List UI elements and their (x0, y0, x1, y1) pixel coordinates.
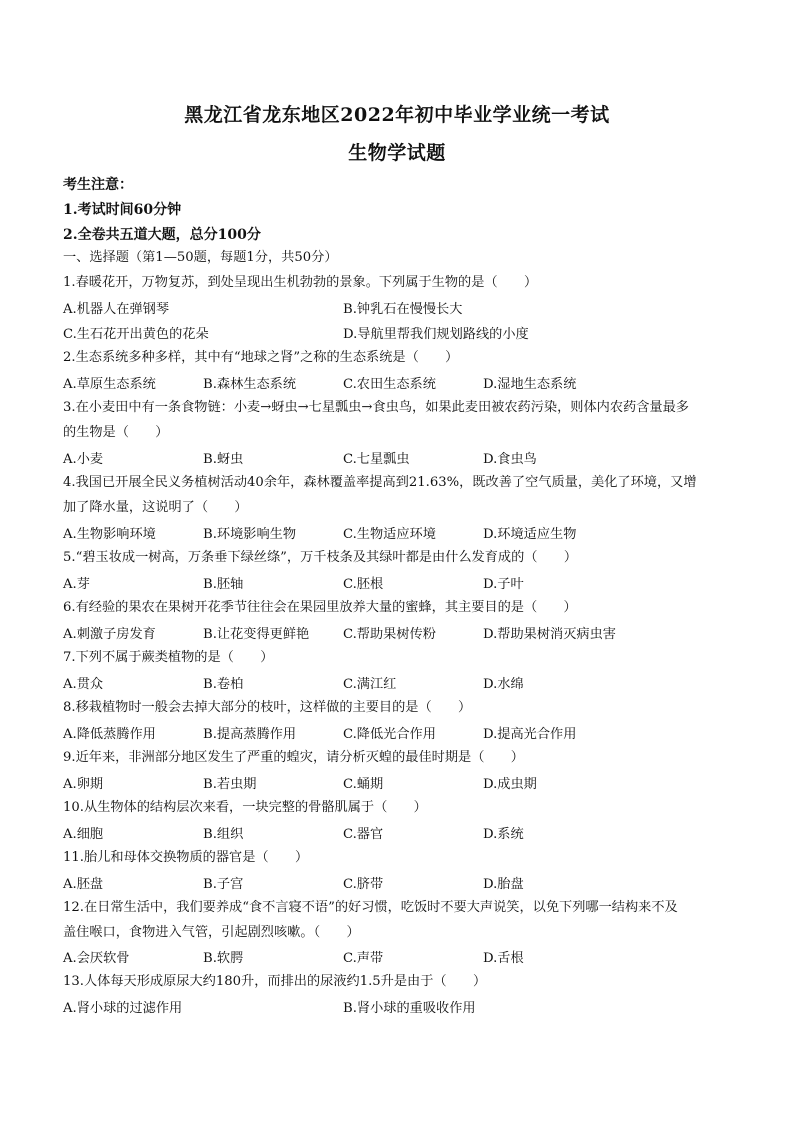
question-stem: 6.有经验的果农在果树开花季节往往会在果园里放养大量的蜜蜂，其主要目的是（ ） (63, 600, 577, 615)
option: D.子叶 (483, 577, 524, 592)
option: D.系统 (483, 827, 524, 842)
option: D.胎盘 (483, 877, 524, 892)
option: C.七星瓢虫 (343, 452, 410, 467)
question-stem: 4.我国已开展全民义务植树活动40余年，森林覆盖率提高到21.63%，既改善了空气质量，美化了环境，又增 (63, 475, 697, 490)
question-stem: 11.胎儿和母体交换物质的器官是（ ） (63, 850, 309, 865)
option: A.肾小球的过滤作用 (63, 1001, 183, 1016)
question-stem: 2.生态系统多种多样，其中有“地球之肾”之称的生态系统是（ ） (63, 350, 459, 365)
option: B.让花变得更鲜艳 (203, 627, 310, 642)
question-stem: 12.在日常生活中，我们要养成“食不言寝不语”的好习惯，吃饭时不要大声说笑，以免下列哪一结构来不及 (63, 900, 678, 915)
option: B.森林生态系统 (203, 377, 297, 392)
option: D.舌根 (483, 951, 524, 966)
option: A.刺激子房发育 (63, 627, 156, 642)
option: A.贯众 (63, 677, 104, 692)
option: A.细胞 (63, 827, 104, 842)
question-stem: 7.下列不属于蕨类植物的是（ ） (63, 650, 274, 665)
exam-title: 黑龙江省龙东地区2022年初中毕业学业统一考试 (184, 104, 610, 126)
question-stem: 13.人体每天形成原尿大约180升，而排出的尿液约1.5升是由于（ ） (63, 974, 487, 989)
option: B.环境影响生物 (203, 527, 297, 542)
question-stem: 10.从生物体的结构层次来看，一块完整的骨骼肌属于（ ） (63, 800, 427, 815)
question-stem-cont: 加了降水量，这说明了（ ） (63, 500, 248, 515)
option: B.胚轴 (203, 577, 244, 592)
option: B.肾小球的重吸收作用 (343, 1001, 476, 1016)
option: C.满江红 (343, 677, 397, 692)
option: D.水绵 (483, 677, 524, 692)
option: D.食虫鸟 (483, 452, 537, 467)
option: B.子宫 (203, 877, 244, 892)
option: C.帮助果树传粉 (343, 627, 436, 642)
option: C.器官 (343, 827, 384, 842)
option: D.导航里帮我们规划路线的小度 (343, 327, 529, 342)
option: C.生石花开出黄色的花朵 (63, 327, 209, 342)
option: B.提高蒸腾作用 (203, 727, 297, 742)
notice-heading: 考生注意： (63, 177, 133, 193)
option: A.芽 (63, 577, 90, 592)
option: A.卵期 (63, 777, 104, 792)
question-stem: 3.在小麦田中有一条食物链：小麦→蚜虫→七星瓢虫→食虫鸟，如果此麦田被农药污染，则体内农药含量最多 (63, 400, 689, 415)
option: C.农田生态系统 (343, 377, 436, 392)
option: C.生物适应环境 (343, 527, 436, 542)
option: A.小麦 (63, 452, 104, 467)
option: D.提高光合作用 (483, 727, 577, 742)
option: A.草原生态系统 (63, 377, 156, 392)
exam-subtitle: 生物学试题 (348, 142, 446, 164)
option: D.环境适应生物 (483, 527, 577, 542)
option: C.声带 (343, 951, 384, 966)
question-stem-cont: 盖住喉口，食物进入气管，引起剧烈咳嗽。（ ） (63, 925, 360, 940)
question-stem-cont: 的生物是（ ） (63, 425, 169, 440)
option: C.降低光合作用 (343, 727, 436, 742)
option: B.组织 (203, 827, 244, 842)
option: B.软腭 (203, 951, 244, 966)
option: A.机器人在弹钢琴 (63, 302, 170, 317)
section-heading: 一、选择题（第1—50题，每题1分，共50分） (63, 250, 338, 265)
option: A.会厌软骨 (63, 951, 130, 966)
question-stem: 1.春暖花开，万物复苏，到处呈现出生机勃勃的景象。下列属于生物的是（ ） (63, 275, 538, 290)
option: C.脐带 (343, 877, 384, 892)
option: B.若虫期 (203, 777, 257, 792)
option: B.钟乳石在慢慢长大 (343, 302, 463, 317)
option: A.生物影响环境 (63, 527, 156, 542)
option: D.成虫期 (483, 777, 537, 792)
notice-item-score: 2.全卷共五道大题，总分100分 (63, 227, 261, 243)
option: C.胚根 (343, 577, 384, 592)
option: D.湿地生态系统 (483, 377, 577, 392)
notice-item-time: 1.考试时间60分钟 (63, 202, 182, 218)
option: D.帮助果树消灭病虫害 (483, 627, 616, 642)
question-stem: 5.“碧玉妆成一树高，万条垂下绿丝绦”，万千枝条及其绿叶都是由什么发育成的（ ） (63, 550, 577, 565)
question-stem: 8.移栽植物时一般会去掉大部分的枝叶，这样做的主要目的是（ ） (63, 700, 472, 715)
question-stem: 9.近年来，非洲部分地区发生了严重的蝗灾，请分析灭蝗的最佳时期是（ ） (63, 750, 524, 765)
option: B.蚜虫 (203, 452, 244, 467)
option: A.降低蒸腾作用 (63, 727, 156, 742)
option: C.蛹期 (343, 777, 384, 792)
option: B.卷柏 (203, 677, 244, 692)
option: A.胚盘 (63, 877, 104, 892)
